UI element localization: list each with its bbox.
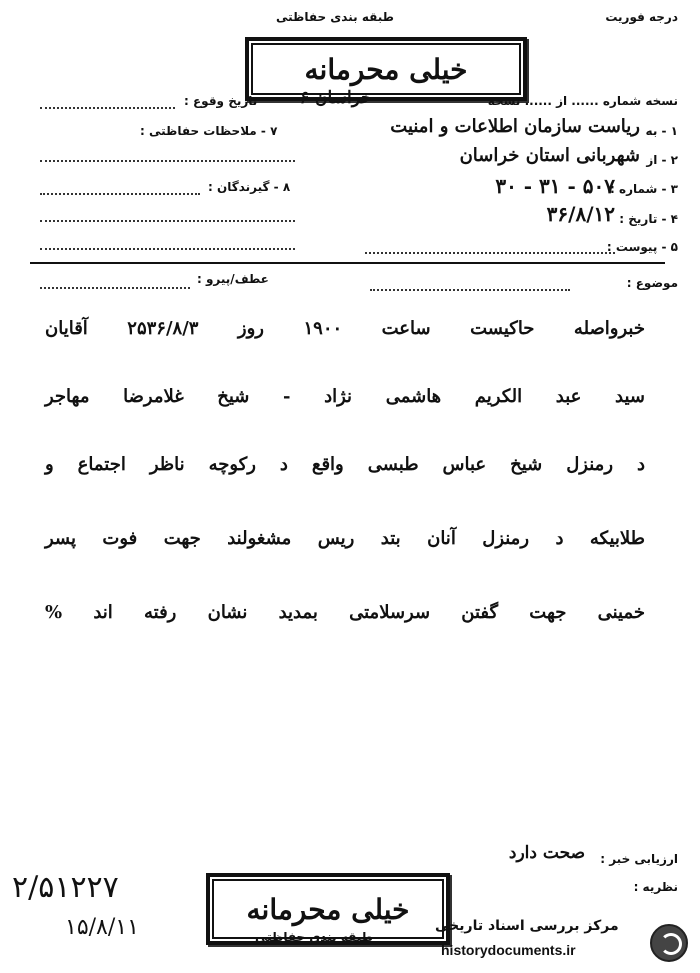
number-value: ۵۰۷ - ۳۱ - ۳۰ <box>495 174 615 198</box>
from-label: ۲ - از <box>646 153 678 167</box>
attachment-label: ۵ - پیوست : <box>606 240 678 254</box>
from-value: شهربانی استان خراسان <box>459 145 640 166</box>
copy-number-label: نسخه شماره ...... از ...... نسخه <box>487 94 678 108</box>
watermark-title: مرکز بررسی اسناد تاریخی <box>435 918 619 934</box>
watermark-url: historydocuments.ir <box>441 942 576 958</box>
handwritten-small: ۱۵/۸/۱۱ <box>65 915 139 940</box>
blank-line-1 <box>40 220 295 222</box>
top-stamp-text: خیلی محرمانه <box>251 43 521 95</box>
attachment-line <box>365 252 615 254</box>
body-line-3: د رمنزل شیخ عباس طبسی واقع د رکوچه ناظر اجتماع و <box>45 454 645 475</box>
recipients-line <box>40 193 200 195</box>
body-line-5: خمینی جهت گفتن سرسلامتی بمدید نشان رفته اند % <box>45 602 645 623</box>
notes-line <box>40 160 295 162</box>
bottom-stamp-text: خیلی محرمانه <box>212 879 444 939</box>
subject-label: موضوع : <box>626 276 678 290</box>
evaluation-label: ارزیابی خبر : <box>600 852 678 866</box>
blank-line-2 <box>40 248 295 250</box>
body-line-2: سید عبد الکریم هاشمی نژاد - شیخ غلامرضا مهاجر <box>45 386 645 407</box>
bottom-classification-label: طبقه بندی حفاظتی <box>255 930 373 944</box>
date-label: ۴ - تاریخ : <box>619 212 678 226</box>
priority-label: درجه فوریت <box>605 10 678 24</box>
evaluation-value: صحت دارد <box>508 843 585 863</box>
reference-label: عطف/پیرو : <box>197 272 269 286</box>
handwritten-number: ۲/۵۱۲۲۷ <box>12 870 119 905</box>
reference-line <box>40 287 190 289</box>
recipients-label: ۸ - گیرندگان : <box>208 180 291 194</box>
protection-notes-label: ۷ - ملاحظات حفاظتی : <box>140 124 278 138</box>
top-classification-stamp <box>245 37 527 101</box>
body-line-1: خبرواصله حاکیست ساعت ۱۹۰۰ روز ۲۵۳۶/۸/۳ آقایان <box>45 318 645 339</box>
copy-number-handwritten: خراسان ۶ <box>300 88 372 108</box>
event-date-label: تاریخ وقوع : <box>184 94 258 108</box>
archive-logo-icon <box>650 924 688 962</box>
event-date-line <box>40 107 175 109</box>
subject-line <box>370 289 570 291</box>
header-divider <box>30 262 665 264</box>
date-value: ۳۶/۸/۱۲ <box>546 202 615 226</box>
to-label: ۱ - به <box>645 124 678 138</box>
classification-label: طبقه بندی حفاظتی <box>276 10 394 24</box>
body-line-4: طلابیکه د رمنزل آنان بتد ریس مشغولند جهت فوت پسر <box>45 528 645 549</box>
number-label: ۳ - شماره : <box>610 182 678 196</box>
to-value: ریاست سازمان اطلاعات و امنیت <box>390 116 640 137</box>
opinion-label: نظریه : <box>633 880 678 894</box>
